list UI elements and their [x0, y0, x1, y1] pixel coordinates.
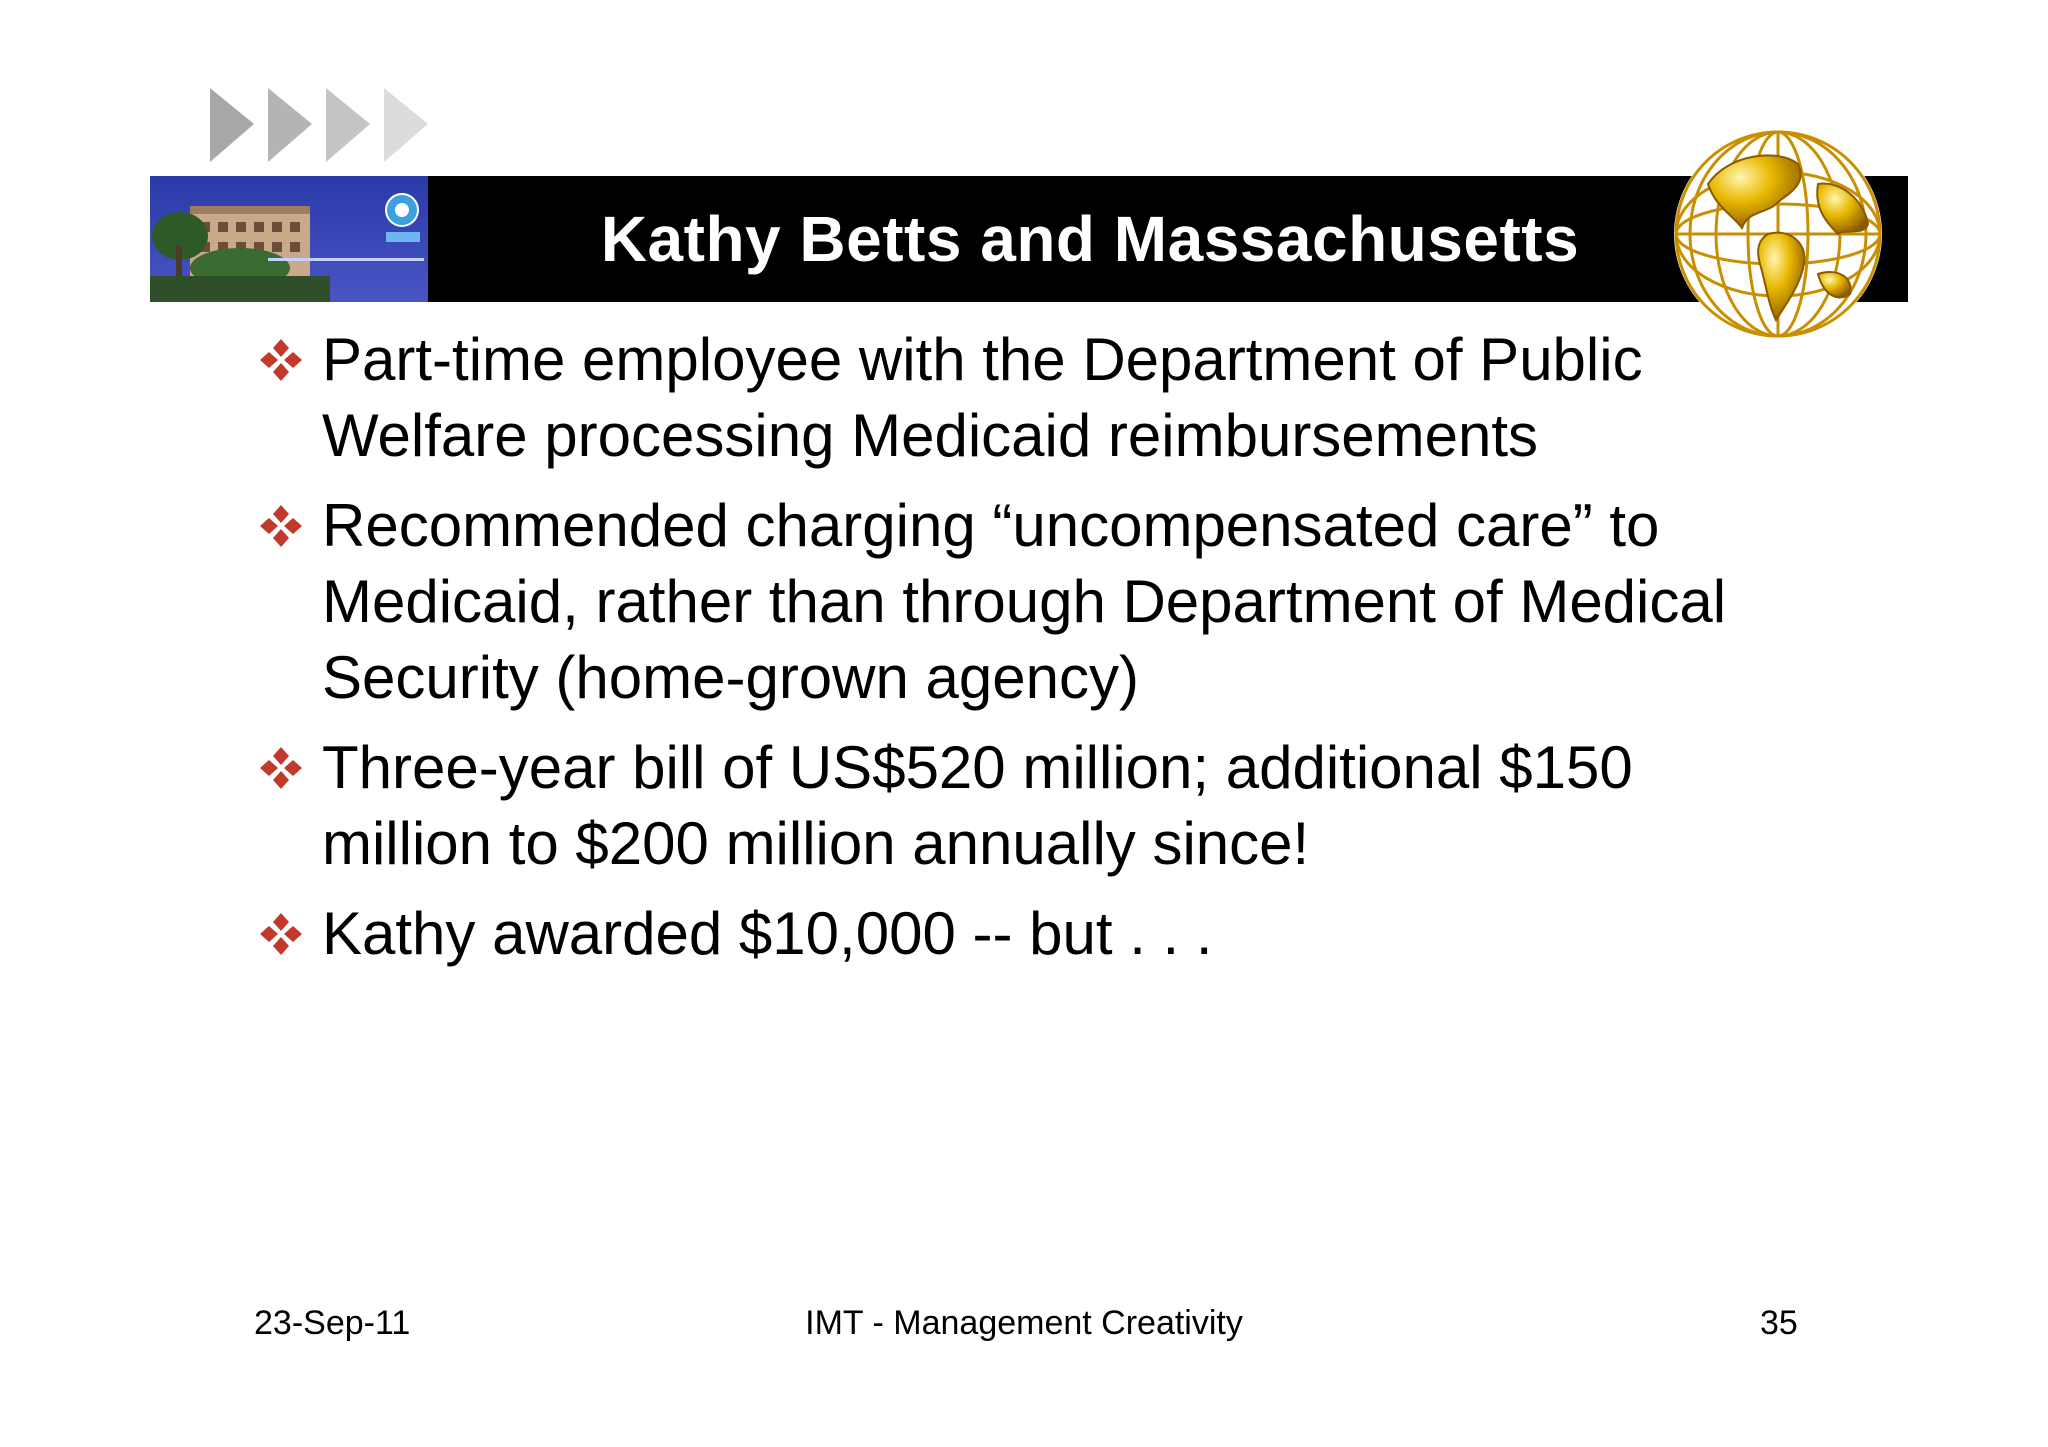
- bullet-list: [258, 322, 1818, 986]
- four-diamond-bullet-icon: [258, 503, 304, 549]
- bullet-text: Part-time employee with the Department of Public Welfare processing Medicaid reimbursements: [322, 326, 1643, 469]
- four-diamond-bullet-icon: [258, 911, 304, 957]
- bullet-text: Kathy awarded $10,000 -- but . . .: [322, 900, 1213, 967]
- slide-title: Kathy Betts and Massachusetts: [600, 203, 1580, 275]
- footer-title: IMT - Management Creativity: [805, 1304, 1243, 1342]
- institute-logo-icon: [150, 176, 428, 302]
- list-item: [258, 322, 1818, 474]
- bullet-text: Recommended charging “uncompensated care” to Medicaid, rather than through Department of Medical Security (home-grown agency): [322, 492, 1727, 711]
- list-item: [258, 488, 1818, 716]
- page-number: 35: [1760, 1304, 1798, 1342]
- list-item: [258, 730, 1818, 882]
- list-item: [258, 896, 1818, 972]
- four-diamond-bullet-icon: [258, 337, 304, 383]
- bullet-text: Three-year bill of US$520 million; additional $150 million to $200 million annually since!: [322, 734, 1633, 877]
- footer-date: 23-Sep-11: [254, 1304, 411, 1342]
- play-arrows-icon: [208, 86, 438, 166]
- four-diamond-bullet-icon: [258, 745, 304, 791]
- gold-globe-icon: [1668, 124, 1888, 344]
